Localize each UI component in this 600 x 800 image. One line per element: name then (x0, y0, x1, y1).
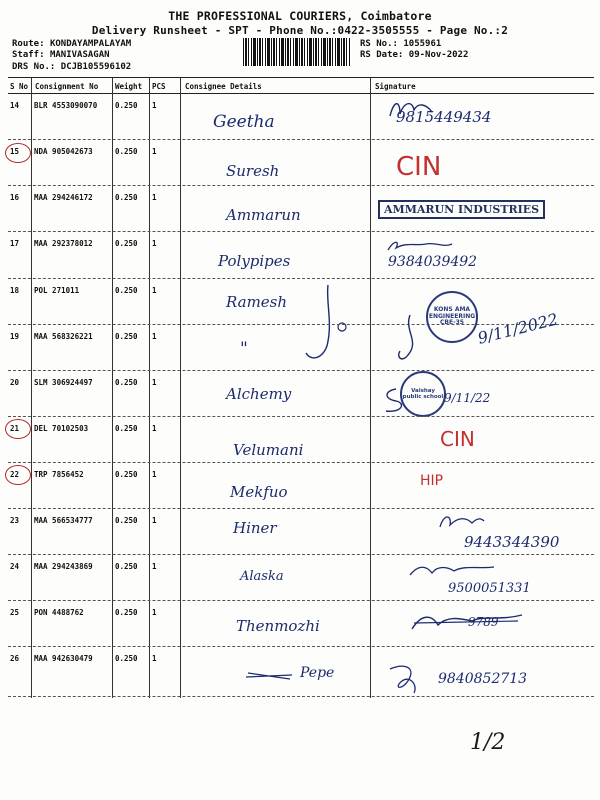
signature-scribble (384, 661, 424, 697)
pcs: 1 (152, 608, 157, 617)
consignment-no: MAA 294246172 (34, 193, 93, 202)
signature-handwriting: 9/11/2022 (475, 309, 560, 348)
pcs: 1 (152, 516, 157, 525)
route-label: Route: (12, 39, 45, 49)
consignment-no: MAA 292378012 (34, 239, 93, 248)
engineering-stamp: KONS AMA ENGINEERING CBE-35 (426, 291, 478, 343)
signature-scribble (408, 561, 498, 579)
page-mark: 1/2 (470, 730, 506, 755)
consignment-no: MAA 566534777 (34, 516, 93, 525)
table-row (8, 555, 594, 601)
pcs: 1 (152, 562, 157, 571)
consignment-no: DEL 70102503 (34, 424, 89, 433)
col-weight: Weight (115, 82, 143, 91)
consignment-no: SLM 306924497 (34, 378, 93, 387)
consignment-no: PON 4488762 (34, 608, 84, 617)
staff-label: Staff: (12, 50, 45, 60)
table-row (8, 601, 594, 647)
signature-handwriting: CIN (440, 427, 475, 451)
sno: 25 (10, 608, 20, 617)
weight: 0.250 (115, 608, 138, 617)
signature-handwriting: 9789 (468, 615, 499, 629)
consignee-handwriting: Pepe (300, 665, 335, 681)
sno: 19 (10, 332, 20, 341)
consignment-no: BLR 4553090070 (34, 101, 98, 110)
runsheet-subtitle: Delivery Runsheet - SPT - Phone No.:0422-3505555 - Page No.:2 (91, 24, 509, 37)
weight: 0.250 (115, 654, 138, 663)
pcs: 1 (152, 286, 157, 295)
weight: 0.250 (115, 470, 138, 479)
col-sno: S No (10, 82, 29, 91)
consignee-handwriting: Suresh (226, 162, 280, 180)
consignment-no: POL 271011 (34, 286, 80, 295)
consignment-no: MAA 294243869 (34, 562, 93, 571)
table-row (8, 509, 594, 555)
pcs: 1 (152, 378, 157, 387)
rs-no-label: RS No.: (360, 39, 398, 49)
rs-date-line (360, 50, 468, 60)
weight: 0.250 (115, 239, 138, 248)
sno: 22 (10, 470, 20, 479)
company-title: THE PROFESSIONAL COURIERS, Coimbatore (168, 9, 432, 23)
sno: 21 (10, 424, 20, 433)
consignee-handwriting: Alchemy (226, 385, 292, 403)
col-signature: Signature (375, 82, 416, 91)
pcs: 1 (152, 239, 157, 248)
sno: 16 (10, 193, 20, 202)
consignee-handwriting: Thenmozhi (236, 617, 320, 635)
weight: 0.250 (115, 424, 138, 433)
table-row (8, 186, 594, 232)
consignee-handwriting: Mekfuo (230, 483, 288, 501)
table-row (8, 463, 594, 509)
table-row (8, 306, 594, 371)
table-row (8, 647, 594, 697)
consignee-handwriting: Ammarun (226, 206, 301, 224)
weight: 0.250 (115, 332, 138, 341)
drs-label: DRS No.: (12, 62, 56, 72)
pcs: 1 (152, 147, 157, 156)
signature-handwriting: 9500051331 (448, 581, 531, 596)
pcs: 1 (152, 470, 157, 479)
header-top-rule (8, 77, 594, 78)
weight: 0.250 (115, 101, 138, 110)
pcs: 1 (152, 654, 157, 663)
sno: 26 (10, 654, 20, 663)
route-line (12, 39, 131, 49)
signature-handwriting: 9815449434 (396, 108, 492, 126)
consignment-no: MAA 568326221 (34, 332, 93, 341)
col-pcs: PCS (152, 82, 166, 91)
sno: 14 (10, 101, 20, 110)
consignee-handwriting: " (240, 339, 248, 359)
drs-line (12, 62, 131, 72)
row-separator (8, 696, 594, 697)
sno: 23 (10, 516, 20, 525)
drs-value: DCJB105596102 (60, 62, 132, 72)
consignment-no: MAA 942630479 (34, 654, 93, 663)
staff-line (12, 50, 110, 60)
weight: 0.250 (115, 286, 138, 295)
sno: 18 (10, 286, 20, 295)
signature-handwriting: 9/11/22 (444, 391, 491, 405)
signature-handwriting: 9443344390 (464, 533, 560, 551)
col-consignee: Consignee Details (185, 82, 262, 91)
weight: 0.250 (115, 562, 138, 571)
route-value: KONDAYAMPALAYAM (49, 39, 132, 49)
company-stamp: AMMARUN INDUSTRIES (378, 200, 545, 219)
rs-no-value: 1055961 (403, 39, 442, 49)
consignment-no: TRP 7856452 (34, 470, 84, 479)
table-row (8, 140, 594, 186)
table-row (8, 232, 594, 279)
signature-handwriting: 9840852713 (438, 671, 528, 687)
staff-value: MANIVASAGAN (49, 50, 110, 60)
weight: 0.250 (115, 147, 138, 156)
table-row (8, 94, 594, 140)
strikethrough-scribble (244, 669, 294, 683)
signature-scribble (386, 238, 456, 254)
pcs: 1 (152, 101, 157, 110)
weight: 0.250 (115, 193, 138, 202)
sno: 20 (10, 378, 20, 387)
barcode (243, 38, 351, 66)
pcs: 1 (152, 332, 157, 341)
signature-handwriting: HIP (420, 473, 444, 489)
consignee-handwriting: Polypipes (218, 252, 291, 270)
signature-scribble (390, 311, 430, 367)
consignee-handwriting: Geetha (213, 112, 275, 132)
pcs: 1 (152, 193, 157, 202)
signature-scribble (436, 511, 486, 531)
weight: 0.250 (115, 378, 138, 387)
col-consignment: Consignment No (35, 82, 99, 91)
rs-date-label: RS Date: (360, 50, 404, 60)
school-stamp: Vaishay public school (400, 371, 446, 417)
rs-date-value: 09-Nov-2022 (408, 50, 469, 60)
signature-handwriting: CIN (396, 152, 442, 182)
consignee-handwriting: Ramesh (226, 293, 288, 311)
signature-handwriting: 9384039492 (388, 254, 478, 270)
consignment-no: NDA 905042673 (34, 147, 93, 156)
weight: 0.250 (115, 516, 138, 525)
consignee-handwriting: Velumani (233, 441, 304, 459)
table-row (8, 417, 594, 463)
sno: 17 (10, 239, 20, 248)
sno: 15 (10, 147, 20, 156)
consignee-handwriting: Hiner (233, 519, 277, 537)
table-row (8, 371, 594, 417)
rs-no-line (360, 39, 441, 49)
table-row (8, 279, 594, 325)
consignee-handwriting: Alaska (240, 569, 284, 584)
pcs: 1 (152, 424, 157, 433)
sno: 24 (10, 562, 20, 571)
